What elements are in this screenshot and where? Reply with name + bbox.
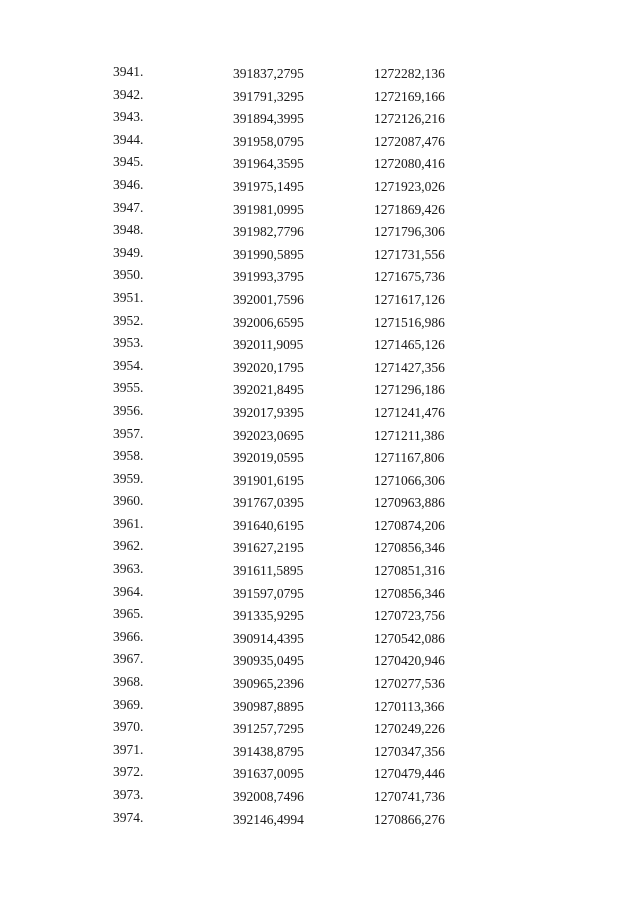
table-row bbox=[0, 515, 640, 538]
x-coordinate: 391901,6195 bbox=[233, 472, 304, 488]
table-row bbox=[0, 153, 640, 176]
table-row bbox=[0, 583, 640, 606]
y-coordinate: 1271675,736 bbox=[374, 269, 445, 285]
x-coordinate: 391981,0995 bbox=[233, 201, 304, 217]
x-coordinate: 391335,9295 bbox=[233, 608, 304, 624]
x-coordinate: 392011,9095 bbox=[233, 337, 304, 353]
y-coordinate: 1270113,366 bbox=[374, 698, 445, 714]
y-coordinate: 1271796,306 bbox=[374, 224, 445, 240]
coordinate-table bbox=[0, 63, 640, 831]
point-number: 3950. bbox=[113, 267, 144, 283]
table-row bbox=[0, 131, 640, 154]
point-number: 3947. bbox=[113, 199, 144, 215]
point-number: 3951. bbox=[113, 289, 144, 305]
y-coordinate: 1270874,206 bbox=[374, 517, 445, 533]
x-coordinate: 391257,7295 bbox=[233, 721, 304, 737]
x-coordinate: 392017,9395 bbox=[233, 404, 304, 420]
point-number: 3970. bbox=[113, 719, 144, 735]
table-row bbox=[0, 63, 640, 86]
point-number: 3965. bbox=[113, 606, 144, 622]
y-coordinate: 1271167,806 bbox=[374, 450, 445, 466]
y-coordinate: 1271066,306 bbox=[374, 472, 445, 488]
x-coordinate: 391611,5895 bbox=[233, 563, 304, 579]
table-row bbox=[0, 650, 640, 673]
x-coordinate: 390987,8895 bbox=[233, 698, 304, 714]
x-coordinate: 391767,0395 bbox=[233, 495, 304, 511]
x-coordinate: 390935,0495 bbox=[233, 653, 304, 669]
x-coordinate: 391975,1495 bbox=[233, 178, 304, 194]
table-row bbox=[0, 470, 640, 493]
table-row bbox=[0, 718, 640, 741]
table-row bbox=[0, 560, 640, 583]
point-number: 3969. bbox=[113, 696, 144, 712]
point-number: 3943. bbox=[113, 109, 144, 125]
point-number: 3941. bbox=[113, 64, 144, 79]
point-number: 3968. bbox=[113, 674, 144, 690]
point-number: 3966. bbox=[113, 628, 144, 644]
x-coordinate: 391637,0095 bbox=[233, 766, 304, 782]
y-coordinate: 1272169,166 bbox=[374, 88, 445, 104]
x-coordinate: 391982,7796 bbox=[233, 224, 304, 240]
y-coordinate: 1271241,476 bbox=[374, 404, 445, 420]
table-row bbox=[0, 244, 640, 267]
point-number: 3944. bbox=[113, 131, 144, 147]
x-coordinate: 392023,0695 bbox=[233, 427, 304, 443]
point-number: 3964. bbox=[113, 583, 144, 599]
point-number: 3959. bbox=[113, 470, 144, 486]
table-row bbox=[0, 492, 640, 515]
y-coordinate: 1270723,756 bbox=[374, 608, 445, 624]
table-row bbox=[0, 199, 640, 222]
x-coordinate: 392020,1795 bbox=[233, 359, 304, 375]
point-number: 3942. bbox=[113, 86, 144, 102]
table-row bbox=[0, 312, 640, 335]
y-coordinate: 1270866,276 bbox=[374, 811, 445, 827]
table-row bbox=[0, 379, 640, 402]
point-number: 3972. bbox=[113, 764, 144, 780]
y-coordinate: 1271296,186 bbox=[374, 382, 445, 398]
y-coordinate: 1272282,136 bbox=[374, 66, 445, 81]
point-number: 3967. bbox=[113, 651, 144, 667]
point-number: 3956. bbox=[113, 402, 144, 418]
table-row bbox=[0, 447, 640, 470]
y-coordinate: 1272080,416 bbox=[374, 156, 445, 172]
table-row bbox=[0, 108, 640, 131]
table-row bbox=[0, 696, 640, 719]
table-row bbox=[0, 86, 640, 109]
table-row bbox=[0, 425, 640, 448]
y-coordinate: 1271731,556 bbox=[374, 246, 445, 262]
x-coordinate: 390914,4395 bbox=[233, 630, 304, 646]
x-coordinate: 391958,0795 bbox=[233, 133, 304, 149]
table-row bbox=[0, 741, 640, 764]
table-row bbox=[0, 763, 640, 786]
y-coordinate: 1271427,356 bbox=[374, 359, 445, 375]
point-number: 3971. bbox=[113, 741, 144, 757]
point-number: 3954. bbox=[113, 357, 144, 373]
point-number: 3974. bbox=[113, 809, 144, 825]
table-row bbox=[0, 605, 640, 628]
x-coordinate: 391640,6195 bbox=[233, 517, 304, 533]
y-coordinate: 1271617,126 bbox=[374, 291, 445, 307]
point-number: 3948. bbox=[113, 222, 144, 238]
table-row bbox=[0, 334, 640, 357]
point-number: 3961. bbox=[113, 515, 144, 531]
table-row bbox=[0, 402, 640, 425]
x-coordinate: 392001,7596 bbox=[233, 291, 304, 307]
x-coordinate: 392146,4994 bbox=[233, 811, 304, 827]
table-row bbox=[0, 289, 640, 312]
y-coordinate: 1270249,226 bbox=[374, 721, 445, 737]
x-coordinate: 391791,3295 bbox=[233, 88, 304, 104]
table-row bbox=[0, 786, 640, 809]
x-coordinate: 392021,8495 bbox=[233, 382, 304, 398]
y-coordinate: 1270741,736 bbox=[374, 789, 445, 804]
y-coordinate: 1270479,446 bbox=[374, 766, 445, 782]
table-row bbox=[0, 357, 640, 380]
table-row bbox=[0, 628, 640, 651]
y-coordinate: 1270420,946 bbox=[374, 653, 445, 669]
point-number: 3973. bbox=[113, 787, 144, 802]
table-row bbox=[0, 537, 640, 560]
x-coordinate: 391837,2795 bbox=[233, 66, 304, 81]
x-coordinate: 392019,0595 bbox=[233, 450, 304, 466]
y-coordinate: 1271923,026 bbox=[374, 178, 445, 194]
point-number: 3953. bbox=[113, 335, 144, 351]
x-coordinate: 392008,7496 bbox=[233, 789, 304, 804]
y-coordinate: 1271516,986 bbox=[374, 314, 445, 330]
y-coordinate: 1270851,316 bbox=[374, 563, 445, 579]
x-coordinate: 390965,2396 bbox=[233, 676, 304, 692]
x-coordinate: 391438,8795 bbox=[233, 743, 304, 759]
point-number: 3958. bbox=[113, 448, 144, 464]
y-coordinate: 1270277,536 bbox=[374, 676, 445, 692]
y-coordinate: 1271465,126 bbox=[374, 337, 445, 353]
point-number: 3955. bbox=[113, 380, 144, 396]
table-row bbox=[0, 673, 640, 696]
y-coordinate: 1272126,216 bbox=[374, 111, 445, 127]
y-coordinate: 1270856,346 bbox=[374, 540, 445, 556]
y-coordinate: 1271211,386 bbox=[374, 427, 445, 443]
table-row bbox=[0, 176, 640, 199]
y-coordinate: 1270963,886 bbox=[374, 495, 445, 511]
point-number: 3949. bbox=[113, 244, 144, 260]
x-coordinate: 391993,3795 bbox=[233, 269, 304, 285]
x-coordinate: 391597,0795 bbox=[233, 585, 304, 601]
table-row bbox=[0, 809, 640, 832]
table-row bbox=[0, 221, 640, 244]
y-coordinate: 1271869,426 bbox=[374, 201, 445, 217]
x-coordinate: 391990,5895 bbox=[233, 246, 304, 262]
point-number: 3945. bbox=[113, 154, 144, 170]
point-number: 3963. bbox=[113, 561, 144, 577]
y-coordinate: 1270856,346 bbox=[374, 585, 445, 601]
point-number: 3957. bbox=[113, 425, 144, 441]
x-coordinate: 392006,6595 bbox=[233, 314, 304, 330]
table-row bbox=[0, 266, 640, 289]
point-number: 3952. bbox=[113, 312, 144, 328]
x-coordinate: 391627,2195 bbox=[233, 540, 304, 556]
point-number: 3962. bbox=[113, 538, 144, 554]
x-coordinate: 391964,3595 bbox=[233, 156, 304, 172]
y-coordinate: 1270347,356 bbox=[374, 743, 445, 759]
point-number: 3946. bbox=[113, 176, 144, 192]
y-coordinate: 1270542,086 bbox=[374, 630, 445, 646]
y-coordinate: 1272087,476 bbox=[374, 133, 445, 149]
point-number: 3960. bbox=[113, 493, 144, 509]
x-coordinate: 391894,3995 bbox=[233, 111, 304, 127]
